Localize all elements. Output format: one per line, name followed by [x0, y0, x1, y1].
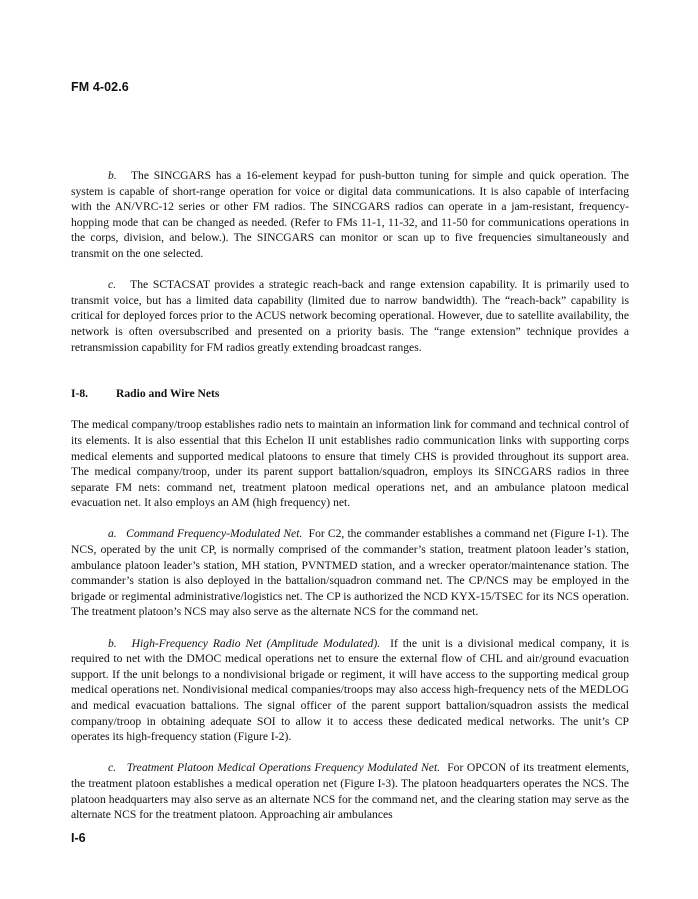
- section-heading: [71, 386, 629, 402]
- paragraph-letter: c.: [108, 278, 117, 292]
- section-title: Radio and Wire Nets: [116, 387, 220, 401]
- paragraph-title: High-Frequency Radio Net (Amplitude Modulated).: [131, 636, 381, 650]
- section-radio-wire-nets: [71, 386, 629, 823]
- paragraph-text: The SCTACSAT provides a strategic reach-back and range extension capability. It is primarily used to transmit voice, but has a limited data capability (limited due to narrow bandwidth). The “reach-back” capability is critical for deployed forces prior to the ACUS network becoming operational. However, due to satellite availability, the network is often oversubscribed and presented on a priority basis. The “range extension” technique provides a retransmission capability for FM radios greatly extending broadcast ranges.: [71, 278, 630, 354]
- paragraph-hf-radio-net: [71, 636, 629, 745]
- document-id-header: FM 4-02.6: [71, 80, 129, 94]
- paragraph-title: Treatment Platoon Medical Operations Frequency Modulated Net.: [126, 761, 441, 775]
- paragraph-letter: b.: [108, 636, 117, 650]
- paragraph-text: If the unit is a divisional medical company, it is required to net with the DMOC medical operations net to ensure the external flow of CHL and air/ground evacuation support. If the unit belongs to a nondivisional brigade or regiment, it will have access to the supporting medical group medical operations net. Nondivisional medical companies/troops may also access high-frequency nets of the MEDLOG and medical evacuation battalions. The signal officer of the parent support battalion/squadron assists the medical company/troop in obtaining adequate SOI to allow it to access these dedicated medical networks. The unit’s CP operates its high-frequency station (Figure I-2).: [71, 636, 630, 744]
- section-intro-paragraph: The medical company/troop establishes radio nets to maintain an information link for command and technical control of its elements. It is also essential that this Echelon II unit establishes radio communication links with supporting corps medical elements and supported medical platoons to ensure that timely CHS is provided throughout its support area. The medical company/troop, under its parent support battalion/squadron, employs its SINCGARS radios in three separate FM nets: command net, treatment platoon medical operations net, and an ambulance platoon medical evacuation net. It also employs an AM (high frequency) net.: [71, 418, 629, 510]
- page-content: [71, 168, 629, 823]
- paragraph-command-net: [71, 526, 629, 620]
- paragraph-sincgars: [71, 168, 629, 262]
- paragraph-letter: c.: [108, 761, 117, 775]
- page-number-footer: I-6: [71, 831, 86, 845]
- paragraph-sctacsat: [71, 277, 629, 355]
- paragraph-text: The SINCGARS has a 16-element keypad for push-button tuning for simple and quick operation. The system is capable of short-range operation for voice or digital data communications. It is also capable of interfacing with the AN/VRC-12 series or other FM radios. The SINCGARS radios can operate in a jam-resistant, frequency-hopping mode that can be changed as needed. (Refer to FMs 11-1, 11-32, and 11-50 for communications operations in the corps, division, and below.). The SINCGARS can monitor or scan up to five frequencies simultaneously and transmit on the one selected.: [71, 169, 629, 260]
- paragraph-text: For C2, the commander establishes a command net (Figure I-1). The NCS, operated by the unit CP, is normally comprised of the commander’s station, treatment platoon leader’s station, ambulance platoon leader’s station, MH station, PVNTMED station, and a wrecker operator/maintenance station. The commander’s station is also deployed in the battalion/squadron command net. The CP/NCS may be employed in the brigade or regimental administrative/logistics net. The CP is authorized the NCD KYX-15/TSEC for its NCS operation. The treatment platoon’s NCS may also serve as the alternate NCS for the command net.: [71, 527, 629, 619]
- paragraph-letter: b.: [108, 169, 117, 182]
- paragraph-treatment-platoon-net: [71, 760, 629, 822]
- paragraph-title: Command Frequency-Modulated Net.: [126, 527, 303, 541]
- paragraph-text: For OPCON of its treatment elements, the treatment platoon establishes a medical operation net (Figure I-3). The platoon headquarters operates the NCS. The platoon headquarters may also serve as an alternate NCS for the command net, and the clearing station may serve as the alternate NCS for the treatment platoon. Approaching air ambulances: [71, 761, 630, 822]
- paragraph-letter: a.: [108, 527, 117, 541]
- section-number: I-8.: [71, 387, 89, 401]
